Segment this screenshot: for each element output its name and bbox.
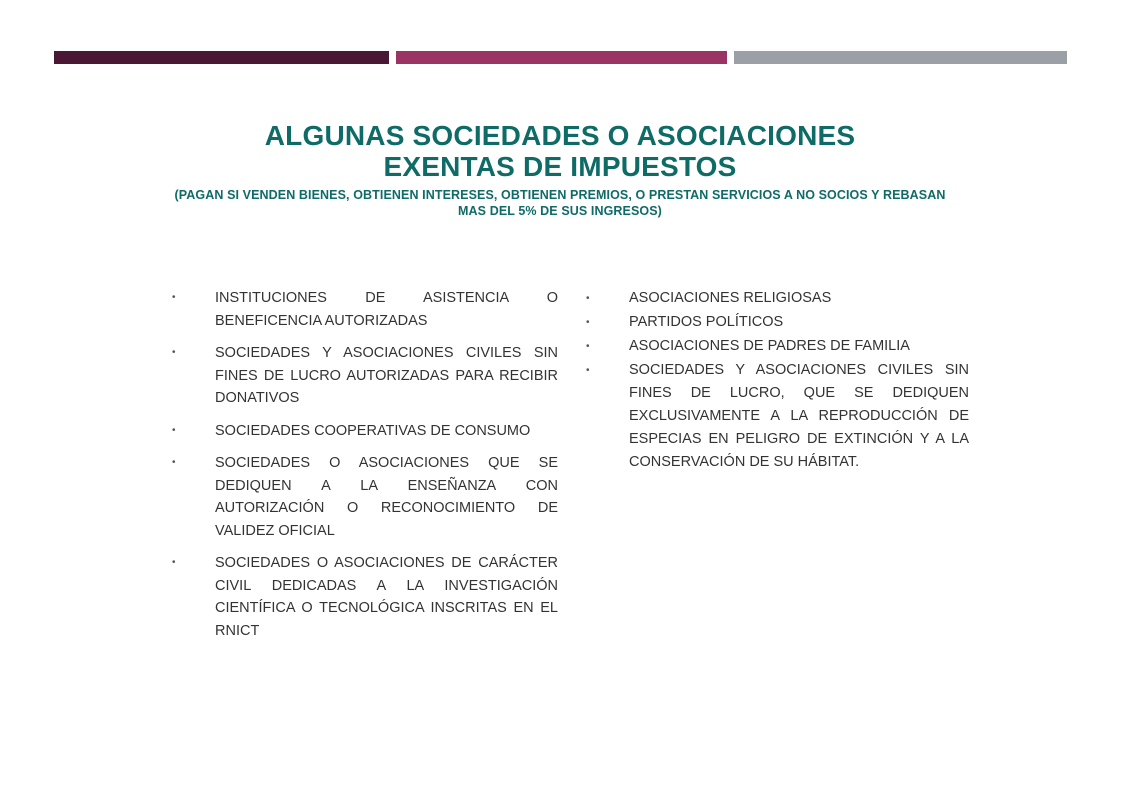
list-item-text: SOCIEDADES Y ASOCIACIONES CIVILES SIN FINES DE LUCRO AUTORIZADAS PARA RECIBIR DONATIVOS bbox=[215, 345, 558, 406]
left-bullet-list bbox=[172, 287, 558, 652]
list-item bbox=[586, 311, 969, 334]
header-color-bars bbox=[54, 51, 1067, 64]
list-item bbox=[172, 287, 558, 332]
bullet-icon: • bbox=[172, 557, 176, 568]
header-bar-dark-plum bbox=[54, 51, 389, 64]
list-item-text: SOCIEDADES O ASOCIACIONES QUE SE DEDIQUEN A LA ENSEÑANZA CON AUTORIZACIÓN O RECONOCIMIENTO DE VALIDEZ OFICIAL bbox=[215, 455, 558, 539]
list-item bbox=[586, 359, 969, 474]
list-item-text: SOCIEDADES O ASOCIACIONES DE CARÁCTER CIVIL DEDICADAS A LA INVESTIGACIÓN CIENTÍFICA O TECNOLÓGICA INSCRITAS EN EL RNICT bbox=[215, 555, 558, 639]
list-item bbox=[586, 335, 969, 358]
slide-title-line-1: ALGUNAS SOCIEDADES O ASOCIACIONES bbox=[264, 120, 856, 151]
list-item bbox=[172, 420, 558, 443]
right-bullet-list bbox=[586, 287, 969, 475]
list-item bbox=[172, 342, 558, 410]
bullet-icon: • bbox=[172, 347, 176, 358]
slide-title-line-2: EXENTAS DE IMPUESTOS bbox=[383, 151, 737, 182]
bullet-icon: • bbox=[172, 292, 176, 303]
list-item-text: PARTIDOS POLÍTICOS bbox=[629, 314, 784, 330]
bullet-icon: • bbox=[172, 424, 176, 436]
bullet-icon: • bbox=[586, 365, 590, 376]
header-bar-gray bbox=[734, 51, 1067, 64]
list-item-text: SOCIEDADES Y ASOCIACIONES CIVILES SIN FINES DE LUCRO, QUE SE DEDIQUEN EXCLUSIVAMENTE A LA REPRODUCCIÓN DE ESPECIAS EN PELIGRO DE EXTINCIÓN Y A LA CONSERVACIÓN DE SU HÁBITAT. bbox=[629, 362, 969, 470]
list-item-text: ASOCIACIONES DE PADRES DE FAMILIA bbox=[629, 338, 910, 354]
list-item-text: SOCIEDADES COOPERATIVAS DE CONSUMO bbox=[215, 422, 531, 439]
slide-title-block bbox=[160, 120, 960, 219]
list-item bbox=[586, 287, 969, 310]
list-item-text: ASOCIACIONES RELIGIOSAS bbox=[629, 290, 832, 306]
bullet-icon: • bbox=[172, 457, 176, 468]
list-item bbox=[172, 452, 558, 542]
list-item bbox=[172, 552, 558, 642]
bullet-icon: • bbox=[586, 317, 590, 328]
bullet-icon: • bbox=[586, 293, 590, 304]
bullet-icon: • bbox=[586, 341, 590, 352]
slide-subtitle: (PAGAN SI VENDEN BIENES, OBTIENEN INTERESES, OBTIENEN PREMIOS, O PRESTAN SERVICIOS A NO SOCIOS Y REBASAN MAS DEL 5% DE SUS INGRESOS) bbox=[174, 188, 946, 218]
list-item-text: INSTITUCIONES DE ASISTENCIA O BENEFICENCIA AUTORIZADAS bbox=[215, 290, 558, 329]
header-bar-magenta bbox=[396, 51, 727, 64]
